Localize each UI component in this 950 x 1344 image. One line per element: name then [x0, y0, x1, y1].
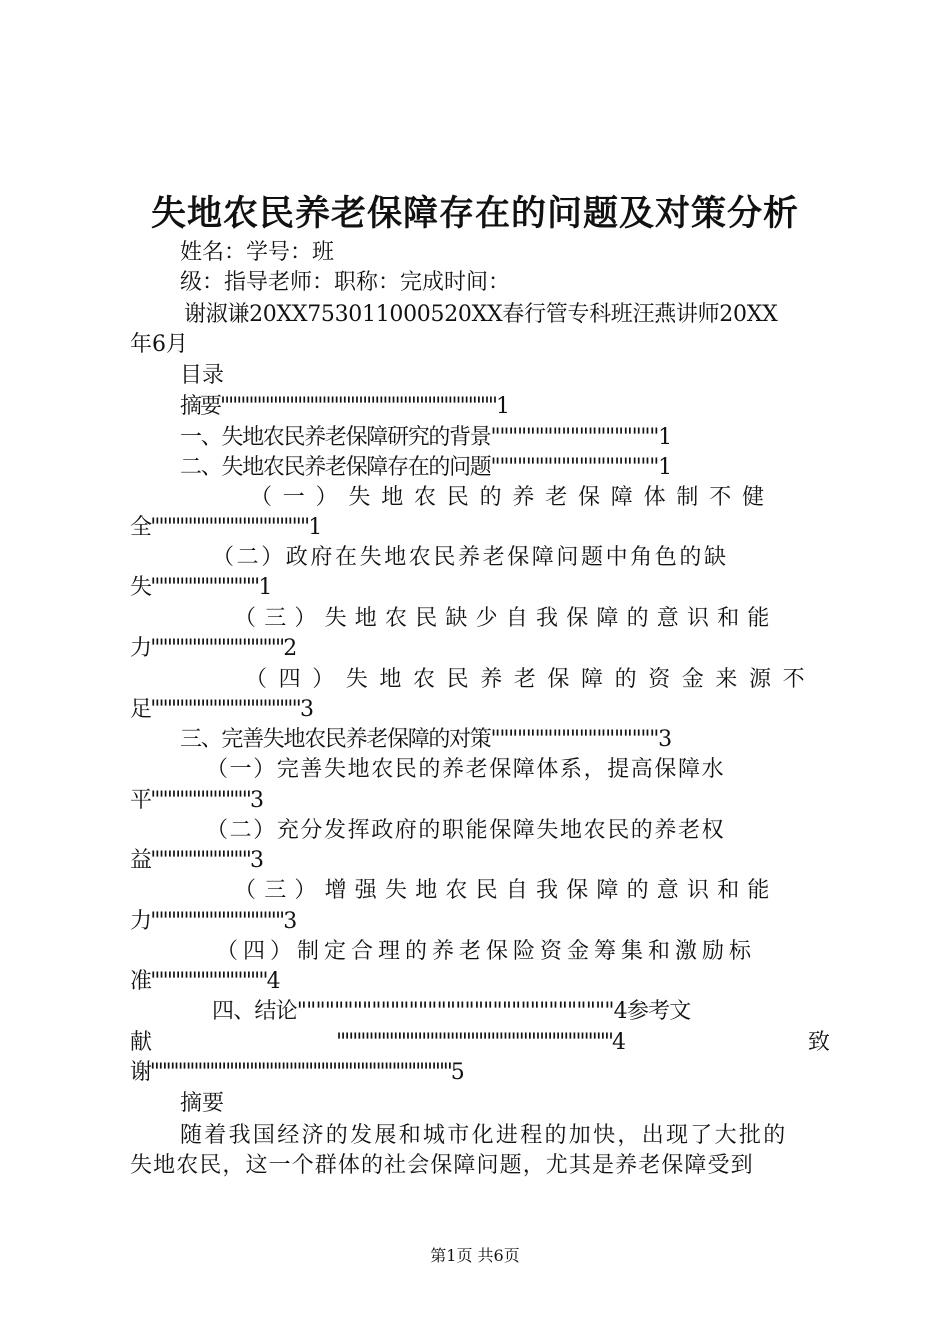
abstract-paragraph-line-1: 随着我国经济的发展和城市化进程的加快，出现了大批的	[180, 1123, 788, 1148]
toc-entry-section-3: 三、完善失地农民养老保障的对策"""""""""""""""""""3	[180, 727, 671, 752]
abstract-heading: 摘要	[180, 1091, 225, 1116]
toc-entry-section-4: 四、结论""""""""""""""""""""""""""""""""""4参考文	[212, 999, 691, 1024]
toc-entry-3-3-line-b: 力""""""""""""""""3	[130, 909, 296, 934]
toc-entry-2-1-line-a: （一）失地农民的养老保障体制不健	[250, 485, 775, 510]
toc-entry-references-line	[130, 1028, 830, 1058]
toc-entry-2-2-line-b: 失"""""""""""""1	[130, 575, 271, 600]
toc-entry-3-4-line-b: 准""""""""""""""4	[130, 969, 279, 994]
document-title: 失地农民养老保障存在的问题及对策分析	[150, 193, 799, 234]
author-info-line-1: 姓名：学号：班	[180, 240, 335, 265]
toc-entry-2-4-line-b: 足""""""""""""""""""3	[130, 697, 313, 722]
toc-entry-thanks: 谢""""""""""""""""""""""""""""""""""""""5	[130, 1060, 463, 1085]
toc-entry-2-3-line-b: 力""""""""""""""""2	[130, 636, 296, 661]
author-info-line-4: 年6月	[130, 332, 188, 357]
toc-entry-3-3-line-a: （三）增强失地农民自我保障的意识和能	[234, 878, 778, 903]
page-footer: 第1页 共6页	[430, 1246, 520, 1265]
author-info-line-2: 级：指导老师：职称：完成时间：	[180, 270, 511, 295]
toc-thanks-char: 致	[807, 1030, 830, 1055]
author-info-line-3: 谢淑谦20XX753011000520XX春行管专科班汪燕讲师20XX	[184, 302, 778, 327]
toc-entry-2-3-line-a: （三）失地农民缺少自我保障的意识和能	[234, 606, 778, 631]
abstract-paragraph-line-2: 失地农民，这一个群体的社会保障问题，尤其是养老保障受到	[130, 1153, 754, 1178]
toc-entry-section-1: 一、失地农民养老保障研究的背景"""""""""""""""""""1	[180, 425, 671, 450]
toc-entry-section-2: 二、失地农民养老保障存在的问题"""""""""""""""""""1	[180, 455, 671, 480]
toc-references-char: 献	[130, 1030, 153, 1055]
toc-entry-abstract: 摘要""""""""""""""""""""""""""""""""""1	[180, 394, 509, 419]
toc-entry-2-1-line-b: 全"""""""""""""""""""1	[130, 515, 321, 540]
toc-entry-2-2-line-a: （二）政府在失地农民养老保障问题中角色的缺	[212, 545, 729, 570]
toc-entry-3-2-line-a: （二）充分发挥政府的职能保障失地农民的养老权	[206, 818, 726, 843]
toc-entry-2-4-line-a: （四）失地农民养老保障的资金来源不	[245, 667, 817, 692]
toc-references-leader: """"""""""""""""""""""""""""""""""4	[335, 1030, 625, 1055]
toc-heading: 目录	[180, 363, 225, 388]
toc-entry-3-1-line-b: 平""""""""""""3	[130, 788, 263, 813]
toc-entry-3-2-line-b: 益""""""""""""3	[130, 848, 263, 873]
toc-entry-3-4-line-a: （四）制定合理的养老保险资金筹集和激励标	[216, 939, 757, 964]
toc-entry-3-1-line-a: （一）完善失地农民的养老保障体系，提高保障水	[206, 757, 726, 782]
